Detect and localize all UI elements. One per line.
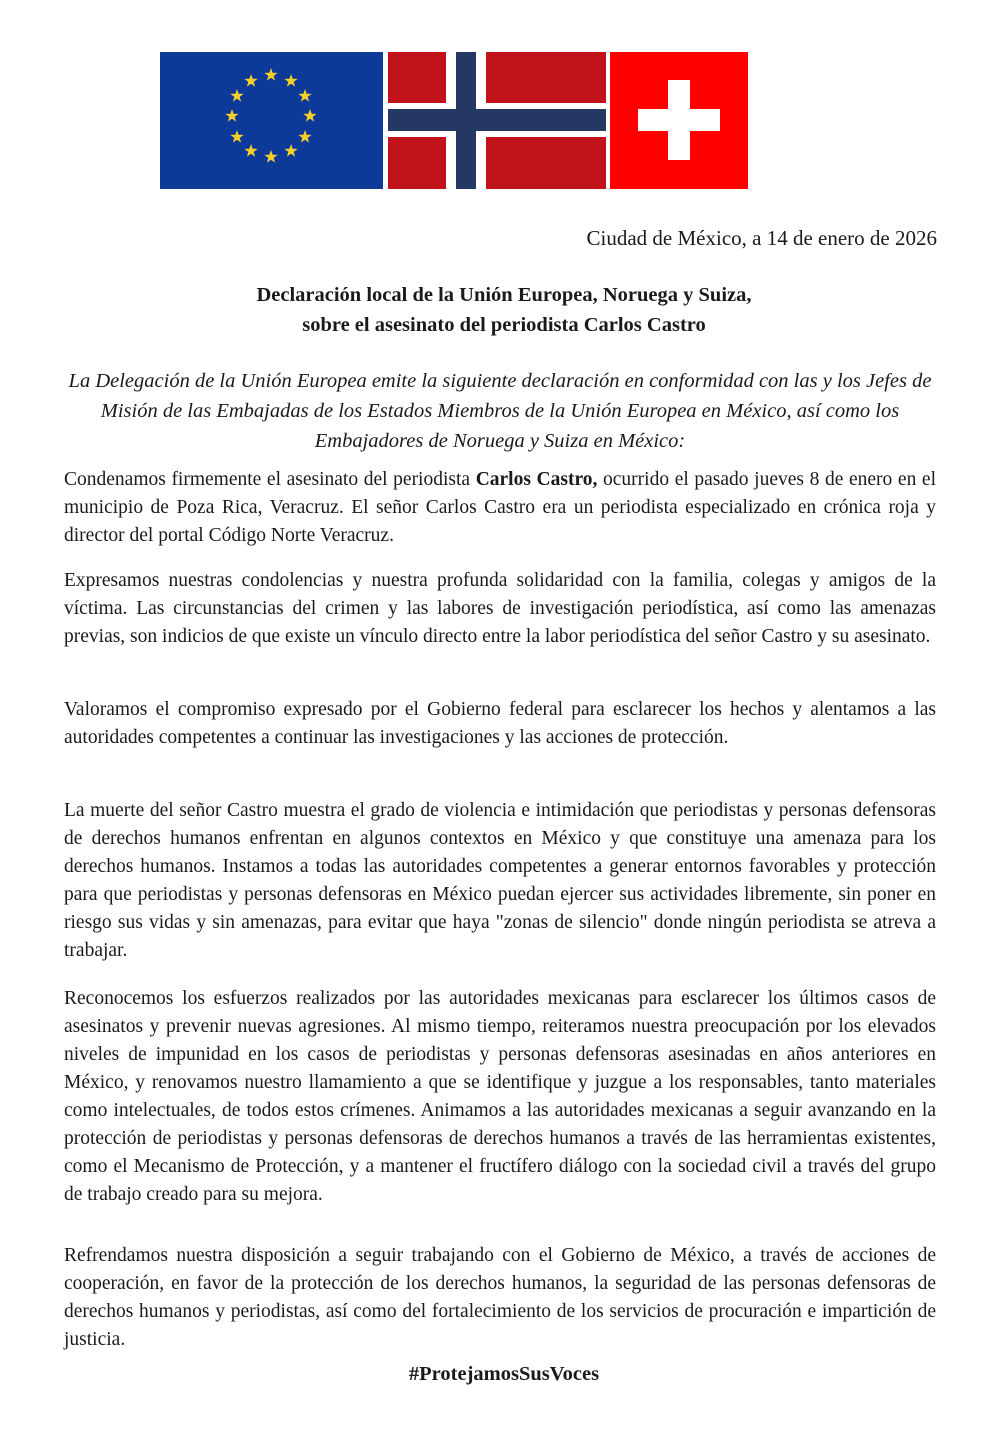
eu-flag-icon [160, 52, 383, 189]
paragraph-cooperation: Refrendamos nuestra disposición a seguir trabajando con el Gobierno de México, a través de acciones de cooperación, en favor de la protección de los derechos humanos, la seguridad de las personas defensoras de derechos humanos y periodistas, así como del fortalecimiento de los servicios de procuración e impartición de justicia. [64, 1245, 936, 1350]
paragraph-violence: La muerte del señor Castro muestra el grado de violencia e intimidación que periodistas y personas defensoras de derechos humanos enfrentan en algunos contextos en México y que constituye una amenaza para los derechos humanos. Instamos a todas las autoridades competentes a generar entornos favorables y protección para que periodistas y personas defensoras en México puedan ejercer sus actividades libremente, sin poner en riesgo sus vidas y sin amenazas, para evitar que haya "zonas de silencio" donde ningún periodista se atreva a trabajar. [64, 800, 936, 961]
document-title [0, 280, 1008, 340]
title-line-2: sobre el asesinato del periodista Carlos Castro [302, 314, 706, 336]
intro-paragraph: La Delegación de la Unión Europea emite la siguiente declaración en conformidad con las y los Jefes de Misión de las Embajadas de los Estados Miembros de la Unión Europea en México, así como los Embajadores de Noruega y Suiza en México: [68, 370, 932, 452]
paragraph-commitment: Valoramos el compromiso expresado por el Gobierno federal para esclarecer los hechos y alentamos a las autoridades competentes a continuar las investigaciones y las acciones de protección. [64, 699, 936, 748]
victim-name: Carlos Castro, [475, 469, 598, 490]
switzerland-flag-icon [610, 52, 748, 189]
place-date: Ciudad de México, a 14 de enero de 2026 [586, 226, 937, 250]
paragraph-condemnation [64, 466, 936, 550]
p1-text-end: ocurrido el pasado jueves 8 de enero en el municipio de Poza Rica, Veracruz. El señor Carlos Castro era un periodista especializado en crónica roja y director del portal Código Norte Veracruz. [64, 469, 937, 546]
p1-text-start: Condenamos firmemente el asesinato del periodista [64, 469, 476, 490]
flags-banner [160, 52, 748, 189]
hashtag: #ProtejamosSusVoces [408, 1363, 600, 1385]
title-line-1: Declaración local de la Unión Europea, Noruega y Suiza, [256, 284, 752, 306]
norway-flag-icon [387, 52, 606, 189]
paragraph-condolences: Expresamos nuestras condolencias y nuestra profunda solidaridad con la familia, colegas y amigos de la víctima. Las circunstancias del crimen y las labores de investigación periodística, así como las amenazas previas, son indicios de que existe un vínculo directo entre la labor periodística del señor Castro y su asesinato. [64, 570, 936, 647]
paragraph-efforts: Reconocemos los esfuerzos realizados por las autoridades mexicanas para esclarecer los últimos casos de asesinatos y prevenir nuevas agresiones. Al mismo tiempo, reiteramos nuestra preocupación por los elevados niveles de impunidad en los casos de periodistas y personas defensoras asesinadas en años anteriores en México, y renovamos nuestro llamamiento a que se identifique y juzgue a los responsables, tanto materiales como intelectuales, de todos estos crímenes. Animamos a las autoridades mexicanas a seguir avanzando en la protección de periodistas y personas defensoras de derechos humanos a través de las herramientas existentes, como el Mecanismo de Protección, y a mantener el fructífero diálogo con la sociedad civil a través del grupo de trabajo creado para su mejora. [64, 988, 936, 1205]
